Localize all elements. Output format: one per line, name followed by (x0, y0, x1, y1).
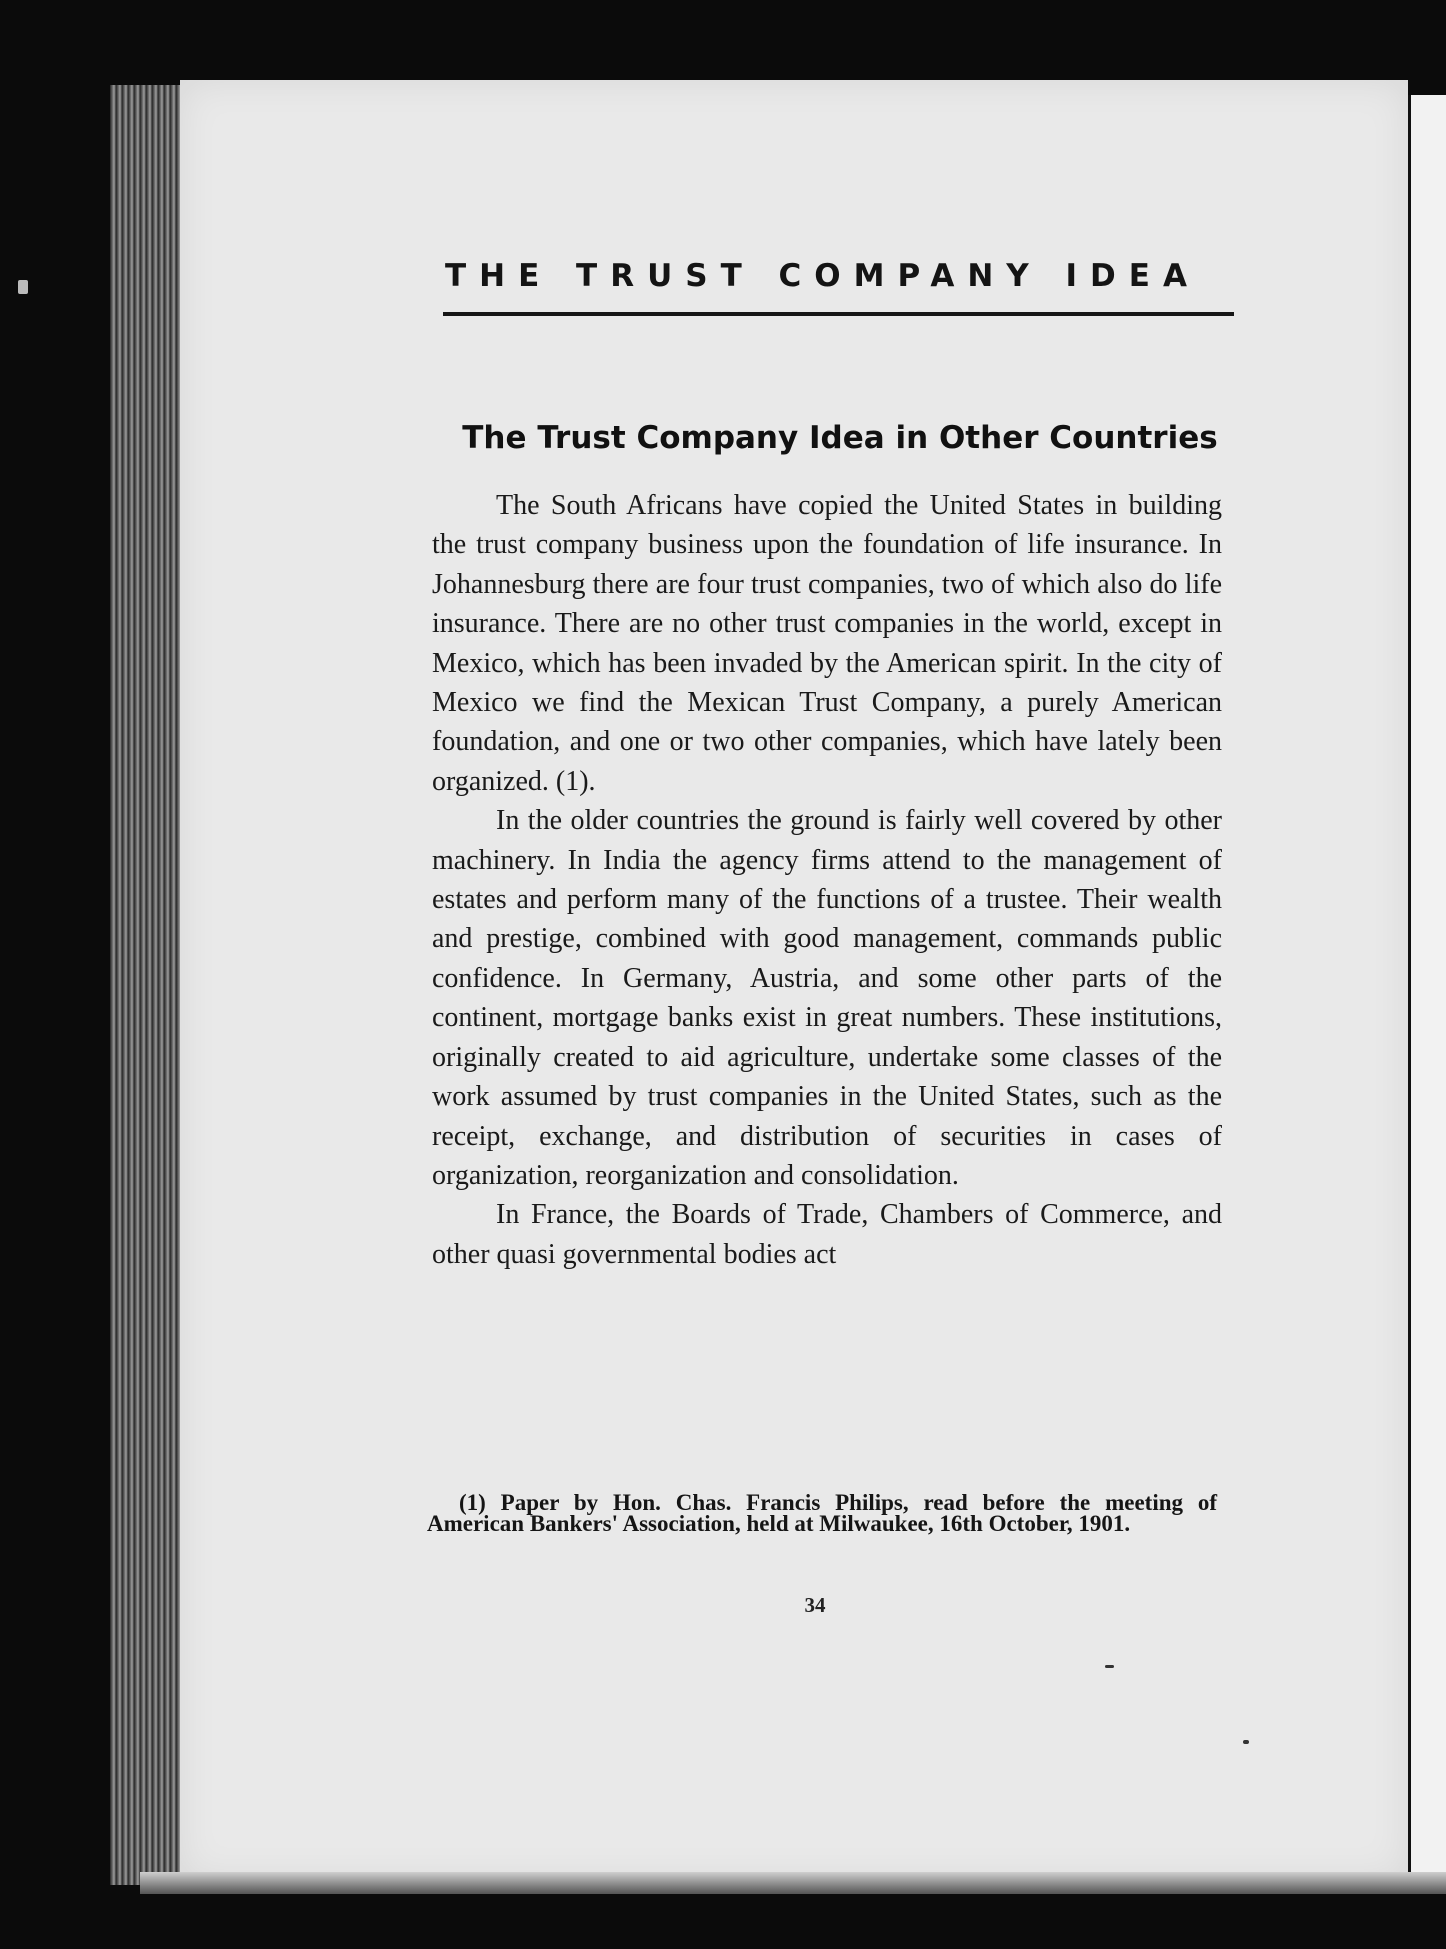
facing-page-edge (1408, 95, 1446, 1885)
page-number: 34 (804, 1593, 826, 1617)
scan-speck (1105, 1665, 1114, 1668)
paragraph-1: The South Africans have copied the United States in building the trust company business upon the foundation of life insurance. In Johannesburg there are four trust companies, two of which also do life insurance. There are no other trust companies in the world, except in Mexico, which has been invaded by the American spirit. In the city of Mexico we find the Mexican Trust Company, a purely American foundation, and one or two other companies, which have lately been organized. (1). (432, 490, 1222, 797)
chapter-title: The Trust Company Idea in Other Countries (462, 420, 1218, 456)
scan-speck (1243, 1740, 1249, 1744)
header-rule (443, 312, 1234, 316)
running-title: THE TRUST COMPANY IDEA (445, 258, 1200, 294)
scan-speck (18, 280, 28, 294)
footnote: (1) Paper by Hon. Chas. Francis Philips, read before the meeting of American Bankers' Association, held at Milwaukee, 16th October, 1901. (427, 1490, 1217, 1536)
paragraph-2: In the older countries the ground is fairly well covered by other machinery. In India the agency firms attend to the management of estates and perform many of the functions of a trustee. Their wealth and prestige, combined with good management, commands public confidence. In Germany, Austria, and some other parts of the continent, mortgage banks exist in great numbers. These institutions, originally created to aid agriculture, undertake some classes of the work assumed by trust companies in the United States, such as the receipt, exchange, and distribution of securities in cases of organization, reorganization and consolidation. (432, 805, 1222, 1191)
page-stack-edge-bottom (140, 1872, 1446, 1894)
page-stack-edge-left (110, 85, 185, 1885)
body-text (432, 486, 1222, 1274)
paragraph-3: In France, the Boards of Trade, Chambers of Commerce, and other quasi governmental bodies act (432, 1199, 1222, 1270)
